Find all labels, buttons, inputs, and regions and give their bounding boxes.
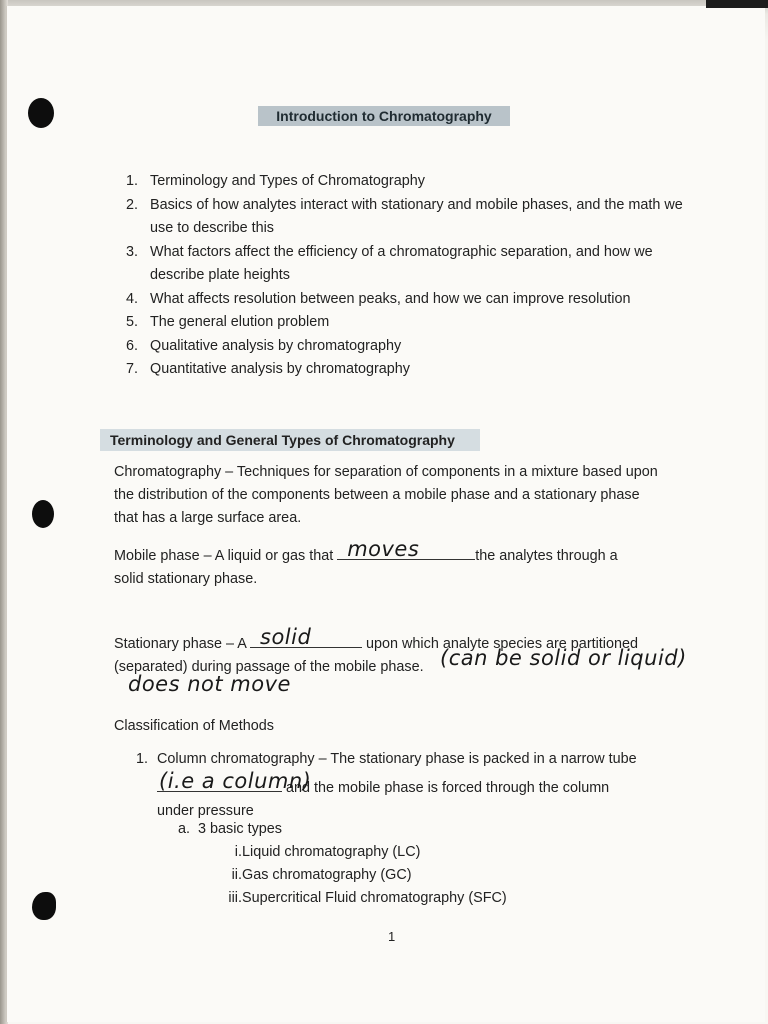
roman-numeral: iii. — [228, 890, 242, 906]
type-item — [214, 887, 507, 910]
toc-text: Terminology and Types of Chromatography — [150, 173, 425, 189]
toc-text: Qualitative analysis by chromatography — [150, 337, 402, 354]
toc-number: 7. — [126, 361, 139, 377]
punch-hole — [32, 500, 54, 528]
toc-number: 6. — [126, 337, 139, 354]
chromatography-definition: Chromatography – Techniques for separation of components in a mixture based upon the distribution of the components between a mobile phase and a stationary phase that has a large surface area. — [114, 464, 658, 526]
toc-list — [126, 170, 686, 382]
sub-item — [178, 818, 282, 841]
stationary-phase-line2: (separated) during passage of the mobile phase. — [114, 659, 424, 675]
sub-text: 3 basic types — [198, 821, 282, 837]
handwritten-note: does not move — [128, 672, 291, 696]
handwritten-answer: solid — [260, 625, 312, 649]
sub-label: a. — [178, 821, 191, 837]
handwritten-note: (can be solid or liquid) — [440, 646, 687, 670]
column-text: Column chromatography – The stationary phase is packed in a narrow tube — [157, 751, 637, 767]
list-number: 1. — [136, 751, 149, 767]
stationary-phase-prefix: Stationary phase – A — [114, 636, 251, 652]
toc-item — [126, 311, 686, 335]
type-item — [214, 841, 420, 864]
mobile-phase-suffix: the analytes through a — [475, 548, 618, 564]
background-corner — [706, 0, 768, 8]
mobile-phase-definition — [114, 539, 674, 591]
toc-item — [126, 241, 700, 288]
toc-number: 2. — [126, 196, 139, 213]
toc-number: 3. — [126, 243, 139, 260]
type-text: Supercritical Fluid chromatography (SFC) — [242, 890, 507, 906]
toc-number: 1. — [126, 173, 139, 189]
punch-hole — [28, 98, 54, 128]
toc-number: 4. — [126, 290, 139, 307]
page-number: 1 — [388, 929, 396, 944]
type-text: Liquid chromatography (LC) — [242, 844, 421, 860]
toc-text: The general elution problem — [150, 314, 330, 330]
toc-item — [126, 335, 686, 359]
column-text: and the mobile phase is forced through the column — [282, 780, 610, 796]
toc-item — [126, 194, 690, 241]
mobile-phase-blank — [337, 539, 475, 560]
toc-text: What factors affect the efficiency of a chromatographic separation, and how we describe plate heights — [150, 243, 653, 283]
punch-hole — [32, 892, 56, 920]
roman-numeral: ii. — [231, 867, 242, 883]
toc-number: 5. — [126, 314, 139, 330]
handwritten-answer: (i.e a column) — [159, 769, 312, 793]
page-title: Introduction to Chromatography — [258, 106, 510, 126]
column-chromatography — [136, 748, 676, 823]
toc-text: Quantitative analysis by chromatography — [150, 361, 410, 377]
toc-text: What affects resolution between peaks, and how we can improve resolution — [150, 290, 631, 307]
toc-item — [126, 358, 686, 382]
toc-item — [126, 170, 686, 194]
roman-numeral: i. — [234, 844, 242, 860]
column-blank — [157, 769, 312, 793]
toc-item — [126, 288, 686, 312]
column-text: under pressure — [157, 803, 254, 819]
toc-text: Basics of how analytes interact with stationary and mobile phases, and the math we use to describe this — [150, 196, 683, 236]
type-item — [214, 864, 412, 887]
stationary-phase-blank — [250, 627, 362, 648]
section-heading: Terminology and General Types of Chromatography — [100, 429, 480, 451]
handwritten-answer: moves — [347, 537, 420, 561]
mobile-phase-prefix: Mobile phase – A liquid or gas that — [114, 548, 338, 564]
mobile-phase-line2: solid stationary phase. — [114, 571, 258, 587]
type-text: Gas chromatography (GC) — [242, 867, 412, 883]
classification-heading: Classification of Methods — [114, 718, 274, 734]
stationary-phase-suffix: upon which analyte species are partitioned — [362, 636, 639, 652]
